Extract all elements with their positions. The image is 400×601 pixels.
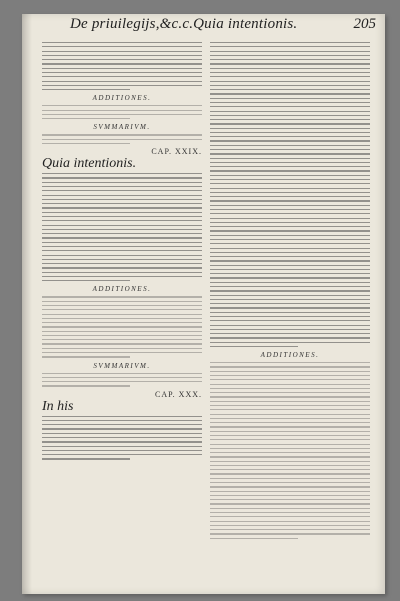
text-block-summary-2	[42, 373, 202, 387]
text-block-summary-1	[42, 134, 202, 144]
section-heading-summarium-2: SVMMARIVM.	[93, 361, 151, 370]
text-block-right-main	[210, 42, 370, 347]
left-column	[42, 42, 202, 590]
text-block-chapter-29	[42, 173, 202, 281]
page-number: 205	[353, 16, 376, 32]
text-block-notes-2	[42, 296, 202, 357]
text-block-right-notes	[210, 362, 370, 539]
section-heading-additiones-3: ADDITIONES.	[260, 351, 320, 360]
chapter-opening-30: In his	[42, 398, 74, 414]
section-heading-additiones-2: ADDITIONES.	[92, 285, 152, 294]
chapter-heading-30: CAP. XXX.	[154, 389, 202, 399]
text-block-intro	[42, 42, 202, 90]
running-title: De priuilegijs,&c.c.Quia intentionis.	[70, 16, 298, 32]
section-heading-additiones: ADDITIONES.	[92, 94, 152, 103]
section-heading-summarium: SVMMARIVM.	[93, 123, 151, 132]
running-header	[50, 16, 380, 32]
right-column	[210, 42, 370, 590]
book-page	[22, 14, 385, 594]
text-block-notes-1	[42, 105, 202, 119]
chapter-opening-29: Quia intentionis.	[42, 156, 137, 172]
text-block-chapter-30	[42, 416, 202, 460]
chapter-heading-29: CAP. XXIX.	[151, 147, 202, 157]
